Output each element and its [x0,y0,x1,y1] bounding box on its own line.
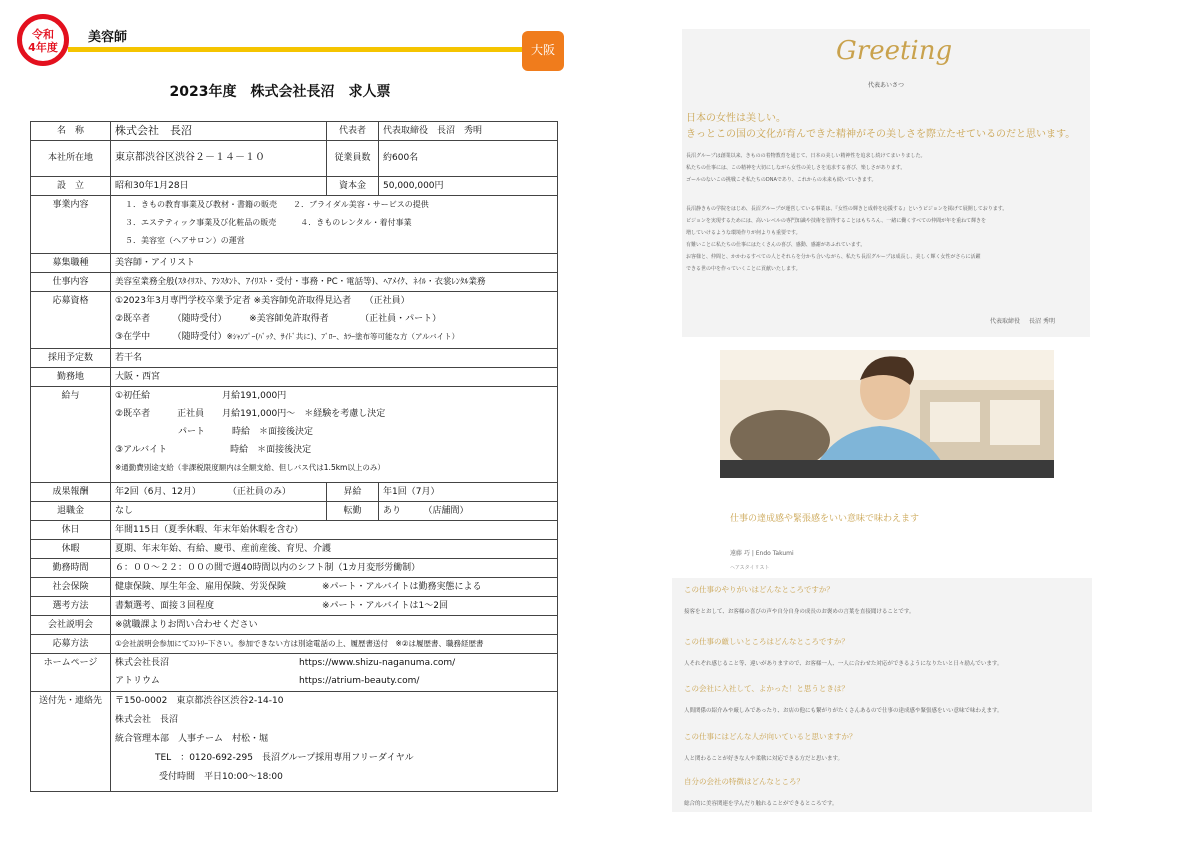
row-value: 健康保険、厚生年金、雇用保険、労災保険 ※パート・アルバイトは勤務実態による [111,578,558,597]
row-value: 50,000,000円 [379,177,558,196]
row-label: 選考方法 [31,597,111,616]
row-value: 代表取締役 長沼 秀明 [379,122,558,141]
table-row [31,597,558,616]
row-value: 大阪・西宮 [111,368,558,387]
row-value: あり （店舗間） [379,502,558,521]
row-value [111,692,558,792]
qa-answer: 人それぞれ感じること等、違いがありますので、お客様一人、一人に合わせた対応ができるようになりたいと日々励んでいます。 [684,661,1003,667]
pay-4: ③アルバイト 時給 ＊面接後決定 [115,445,312,455]
row-label: 従業員数 [327,141,379,177]
greeting-line: 私たちの仕事には、この精神を大切にしながら女性の美しさを追求する喜び、楽しさがあります。 [686,165,906,171]
badge-line1: 令和 [32,28,54,41]
row-label: 募集職種 [31,254,111,273]
greeting-line: お客様と、仲間と、かかわるすべての人とそれらを分かち合いながら、私たち長沼グループは成長し、美しく輝く女性がさらに活躍 [686,254,981,260]
badge-line2: 4年度 [28,41,58,54]
row-label: 給与 [31,387,111,483]
row-label: 成果報酬 [31,483,111,502]
table-row [31,502,558,521]
contact-5: 受付時間 平日10:00～18:00 [159,772,283,782]
greeting-head-1: 日本の女性は美しい。 [686,113,786,124]
qual-3: ③在学中 （随時受付） [115,332,227,342]
row-label: 勤務時間 [31,559,111,578]
row-value: 書類選考、面接３回程度 ※パート・アルバイトは1～2回 [111,597,558,616]
qa-answer: 人間関係の紹介みや厳しみであったり、お店の他にも繋がりがたくさんあるので仕事の達成感や緊張感をいい意味で味わえます。 [684,708,1003,714]
row-value: 夏期、年末年始、有給、慶弔、産前産後、育児、介護 [111,540,558,559]
greeting-line: できる世の中を作っていくことに貢献いたします。 [686,266,801,272]
row-value: なし [111,502,327,521]
row-label: 採用予定数 [31,349,111,368]
table-row [31,349,558,368]
staff-headline: 仕事の達成感や緊張感をいい意味で味わえます [730,514,920,524]
qual-3-note: ※ｼｬﾝﾌﾟｰ(ﾊﾞｯｸ、ｻｲﾄﾞ共に)、ﾌﾞﾛｰ、ｶﾗｰ塗布等可能な方（アルバイト） [226,332,460,341]
qa-question: この仕事の厳しいところはどんなところですか？ [684,637,849,646]
table-row [31,616,558,635]
row-label: 名 称 [31,122,111,141]
row-label: 資本金 [327,177,379,196]
row-label: 会社説明会 [31,616,111,635]
greeting-line: 長沼静きもの学院をはじめ、長沼グループが運営している事業は、『女性の輝きと成幹を応援する』というビジョンを掲げて展開しております。 [686,206,1008,212]
contact-3: 統合管理本部 人事チーム 村松・堀 [115,734,269,744]
row-label: ホームページ [31,654,111,692]
table-row [31,635,558,654]
table-row [31,141,558,177]
table-row [31,273,558,292]
signature-name: 長沼 秀明 [1029,318,1055,325]
page-title: 2023年度 株式会社長沼 求人票 [169,84,391,100]
row-label: 代表者 [327,122,379,141]
greeting-signature [990,313,1055,326]
row-label: 本社所在地 [31,141,111,177]
greeting-para-2 [686,203,1082,275]
contact-2: 株式会社 長沼 [115,715,179,725]
row-value: 年2回（6月、12月） （正社員のみ） [111,483,327,502]
row-value [111,196,558,254]
table-row [31,387,558,483]
greeting-head-2: きっとこの国の文化が育んできた精神がその美しさを際立たせているのだと思います。 [686,129,1076,140]
pay-3: パート 時給 ＊面接後決定 [115,427,314,437]
greeting-line: 長沼グループは創業以来、きものの着物教育を通じて、日本の美しい精神性を追求し続けてまいりました。 [686,153,926,159]
greeting-headline [686,111,1086,143]
row-label: 休日 [31,521,111,540]
hp-link-2[interactable]: https://atrium-beauty.com/ [299,676,420,686]
hp-link-1[interactable]: https://www.shizu-naganuma.com/ [299,658,456,668]
staff-card [720,478,1054,578]
greeting-line: 有難いことに私たちの仕事にはたくさんの喜び、感動、感謝があふれています。 [686,242,866,248]
job-table [30,121,558,792]
row-value: 東京都渋谷区渋谷２－１４－１０ [111,141,327,177]
row-label: 設 立 [31,177,111,196]
row-label: 転勤 [327,502,379,521]
hp-name-1: 株式会社長沼 [115,658,170,668]
biz-2: ２．ブライダル美容・サービスの提供 [293,200,429,209]
qa-answer: 接客をとおして、お客様の喜びの声や自分自身の成長のお褒めの言葉を直接聞けることです。 [684,609,915,615]
contact-1: 〒150-0002 東京都渋谷区渋谷2-14-10 [115,696,284,706]
table-row [31,540,558,559]
row-label: 事業内容 [31,196,111,254]
biz-3: ３．エステティック事業及び化粧品の販売 [125,218,277,227]
row-value: 昭和30年1月28日 [111,177,327,196]
qa-answer: 人と関わることが好きな人や柔軟に対応できる方だと思います。 [684,756,844,762]
year-badge [17,14,69,66]
qa-question: 自分の会社の特徴はどんなところ？ [684,777,804,786]
staff-name: 遠藤 巧 | Endo Takumi [730,550,794,557]
row-label: 休暇 [31,540,111,559]
row-label: 仕事内容 [31,273,111,292]
row-value: 年1回（7月） [379,483,558,502]
row-label: 勤務地 [31,368,111,387]
header-rule [68,47,546,52]
table-row [31,521,558,540]
row-value [111,387,558,483]
hp-name-2: アトリウム [115,676,160,686]
row-value: 約600名 [379,141,558,177]
row-label: 退職金 [31,502,111,521]
qa-question: この会社に入社して、よかった！と思うときは？ [684,684,849,693]
table-row [31,177,558,196]
row-label: 送付先・連絡先 [31,692,111,792]
greeting-line: ビジョンを実現するためには、高いレベルの専門知識や技術を習得することはもちろん、一緒に働くすべての仲間が年を重ねて輝きを [686,218,986,224]
staff-role: ヘアスタイリスト [730,565,770,571]
pay-1: ①初任給 月給191,000円 [115,391,287,401]
greeting-subtitle: 代表あいさつ [868,82,905,89]
row-value [111,654,558,692]
table-row [31,196,558,254]
biz-5: ５．美容室（ヘアサロン）の運営 [125,236,245,245]
greeting-para-1 [686,150,1082,186]
qa-question: この仕事にはどんな人が向いていると思いますか？ [684,732,857,741]
table-row [31,254,558,273]
row-value: ６：００～２２：００の間で週40時間以内のシフト制（1カ月変形労働制） [111,559,558,578]
row-label: 応募資格 [31,292,111,349]
row-value: ※就職課よりお問い合わせください [111,616,558,635]
row-value: 美容室業務全般(ｽﾀｲﾘｽﾄ、ｱｼｽﾀﾝﾄ、ｱｲﾘｽﾄ・受付・事務・PC・電話等)、ﾍｱﾒｲｸ、ﾈｲﾙ・衣裳ﾚﾝﾀﾙ業務 [111,273,558,292]
table-row [31,368,558,387]
signature-role: 代表取締役 [990,318,1021,325]
greeting-line: 増していけるような環境作りが何よりも重要です。 [686,230,801,236]
pay-note: ※通勤費別途支給（非課税限度額内は全額支給、但しバス代は1.5km以上のみ） [115,463,385,472]
table-row [31,122,558,141]
row-label: 社会保険 [31,578,111,597]
row-value: 年間115日（夏季休暇、年末年始休暇を含む） [111,521,558,540]
row-label: 昇給 [327,483,379,502]
qual-2: ②既卒者 （随時受付） ※美容師免許取得者 （正社員・パート） [115,314,442,324]
job-category: 美容師 [88,30,128,45]
table-row [31,559,558,578]
row-value: 株式会社 長沼 [111,122,327,141]
row-value [111,292,558,349]
table-row [31,692,558,792]
biz-4: ４．きものレンタル・着付事業 [300,218,412,227]
table-row [31,578,558,597]
qual-1: ①2023年3月専門学校卒業予定者 ※美容師免許取得見込者 （正社員） [115,296,410,306]
salon-illustration [720,350,1054,478]
qa-question: この仕事のやりがいはどんなところですか？ [684,585,834,594]
contact-4: TEL ：0120-692-295 長沼グループ採用専用フリーダイヤル [155,753,414,763]
row-value: 美容師・アイリスト [111,254,558,273]
qa-answer: 総合的に美容関連を学んだり触れることができるところです。 [684,801,838,807]
greeting-script: Greeting [836,36,953,66]
table-row [31,483,558,502]
city-tag: 大阪 [522,31,564,71]
table-row [31,292,558,349]
row-value: 若干名 [111,349,558,368]
row-value: ①会社説明会参加にてｴﾝﾄﾘｰ下さい。参加できない方は別途電話の上、履歴書送付 ※②は履歴書、職務経歴書 [111,635,558,654]
biz-1: １．きもの教育事業及び教材・書籍の販売 [125,200,277,209]
stylist-photo [720,350,1054,478]
pay-2: ②既卒者 正社員 月給191,000円～ ＊経験を考慮し決定 [115,409,386,419]
table-row [31,654,558,692]
greeting-line: ゴールのないこの挑戦こそ私たちのDNAであり、これからの未来も続いていきます。 [686,177,877,183]
row-label: 応募方法 [31,635,111,654]
